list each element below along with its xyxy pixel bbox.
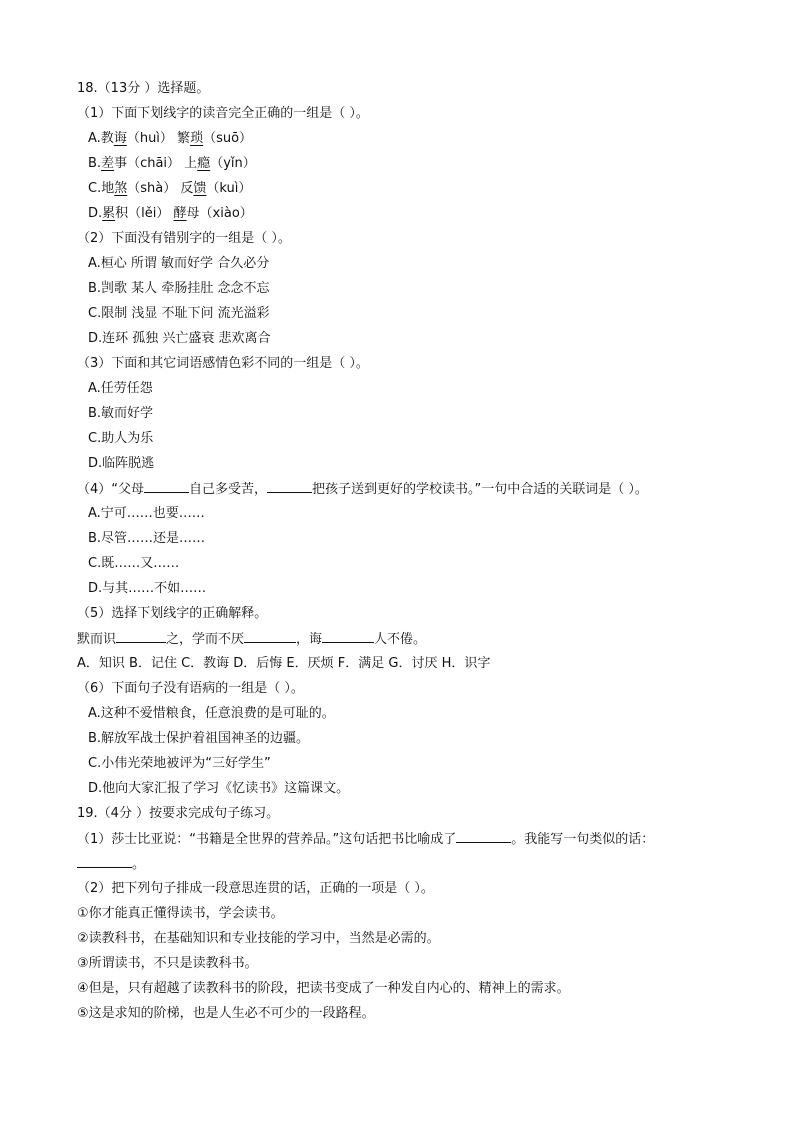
q19-p2-sentence-5: ⑤这是求知的阶梯，也是人生必不可少的一段路程。 — [77, 1006, 375, 1021]
q18-p1-stem: （1）下面下划线字的读音完全正确的一组是（ ）。 — [77, 106, 369, 121]
q18-p4-option-b: B.尽管……还是…… — [88, 531, 206, 546]
q19-p2-stem: （2）把下列句子排成一段意思连贯的话，正确的一项是（ ）。 — [77, 881, 434, 896]
q18-p2-stem: （2）下面没有错别字的一组是（ ）。 — [77, 231, 291, 246]
answer-blank[interactable] — [456, 830, 511, 843]
q18-p5-stem: （5）选择下划线字的正确解释。 — [77, 606, 268, 621]
q18-p6-option-d: D.他向大家汇报了学习《忆读书》这篇课文。 — [88, 781, 350, 796]
q18-p1-option-b: B.差事（chāi） 上瘾（yǐn） — [88, 156, 256, 171]
q18-p2-option-a: A.桓心 所谓 敏而好学 合久必分 — [88, 256, 270, 271]
q18-p1-option-c: C.地煞（shà） 反馈（kuì） — [88, 181, 252, 196]
q18-p2-option-d: D.连环 孤独 兴亡盛衰 悲欢离合 — [88, 331, 271, 346]
q18-p1-option-d: D.累积（lěi） 酵母（xiào） — [88, 206, 253, 221]
answer-blank[interactable] — [77, 855, 132, 868]
q19-p1-stem: （1）莎士比亚说：“书籍是全世界的营养品。”这句话把书比喻成了 。我能写一句类似的话： — [77, 832, 655, 847]
answer-blank[interactable] — [244, 630, 296, 643]
q18-p2-option-b: B.剀歌 某人 牵肠挂肚 念念不忘 — [88, 281, 270, 296]
q18-p3-option-b: B.敏而好学 — [88, 406, 154, 421]
q18-p4-option-d: D.与其……不如…… — [88, 581, 207, 596]
q18-p6-stem: （6）下面句子没有语病的一组是（ ）。 — [77, 681, 304, 696]
q18-p5-options: A．知识 B．记住 C．教诲 D．后悔 E．厌烦 F．满足 G．讨厌 H．识字 — [77, 656, 491, 671]
q19-p2-sentence-1: ①你才能真正懂得读书，学会读书。 — [77, 906, 284, 921]
answer-blank[interactable] — [144, 480, 189, 493]
q19-p2-sentence-3: ③所谓读书，不只是读教科书。 — [77, 956, 258, 971]
q19-header: 19.（4分 ）按要求完成句子练习。 — [77, 806, 280, 821]
q18-p1-option-a: A.教诲（huì） 繁琐（suō） — [88, 131, 253, 146]
q18-p6-option-a: A.这种不爱惜粮食，任意浪费的是可耻的。 — [88, 706, 335, 721]
q18-p5-sentence: 默而识 之，学而不厌 ，诲 人不倦。 — [77, 632, 427, 647]
q19-p2-sentence-2: ②读教科书，在基础知识和专业技能的学习中，当然是必需的。 — [77, 931, 440, 946]
q18-p3-option-c: C.助人为乐 — [88, 431, 154, 446]
q18-p4-option-a: A.宁可……也要…… — [88, 506, 205, 521]
answer-blank[interactable] — [116, 630, 166, 643]
q18-p4-stem: （4）“父母 自己多受苦， 把孩子送到更好的学校读书。”一句中合适的关联词是（ ）。 — [77, 482, 648, 497]
q18-p4-option-c: C.既……又…… — [88, 556, 180, 571]
q18-p6-option-b: B.解放军战士保护着祖国神圣的边疆。 — [88, 731, 310, 746]
answer-blank[interactable] — [322, 630, 374, 643]
answer-blank[interactable] — [267, 480, 312, 493]
q18-p2-option-c: C.限制 浅显 不耻下问 流光溢彩 — [88, 306, 270, 321]
q19-p2-sentence-4: ④但是，只有超越了读教科书的阶段，把读书变成了一种发自内心的、精神上的需求。 — [77, 981, 570, 996]
q19-p1-continuation: 。 — [77, 855, 145, 874]
q18-p3-stem: （3）下面和其它词语感情色彩不同的一组是（ ）。 — [77, 356, 369, 371]
q18-p3-option-d: D.临阵脱逃 — [88, 456, 155, 471]
q18-p6-option-c: C.小伟光荣地被评为“三好学生” — [88, 756, 271, 771]
q18-header: 18.（13分 ）选择题。 — [77, 81, 210, 96]
q18-p3-option-a: A.任劳任怨 — [88, 381, 153, 396]
